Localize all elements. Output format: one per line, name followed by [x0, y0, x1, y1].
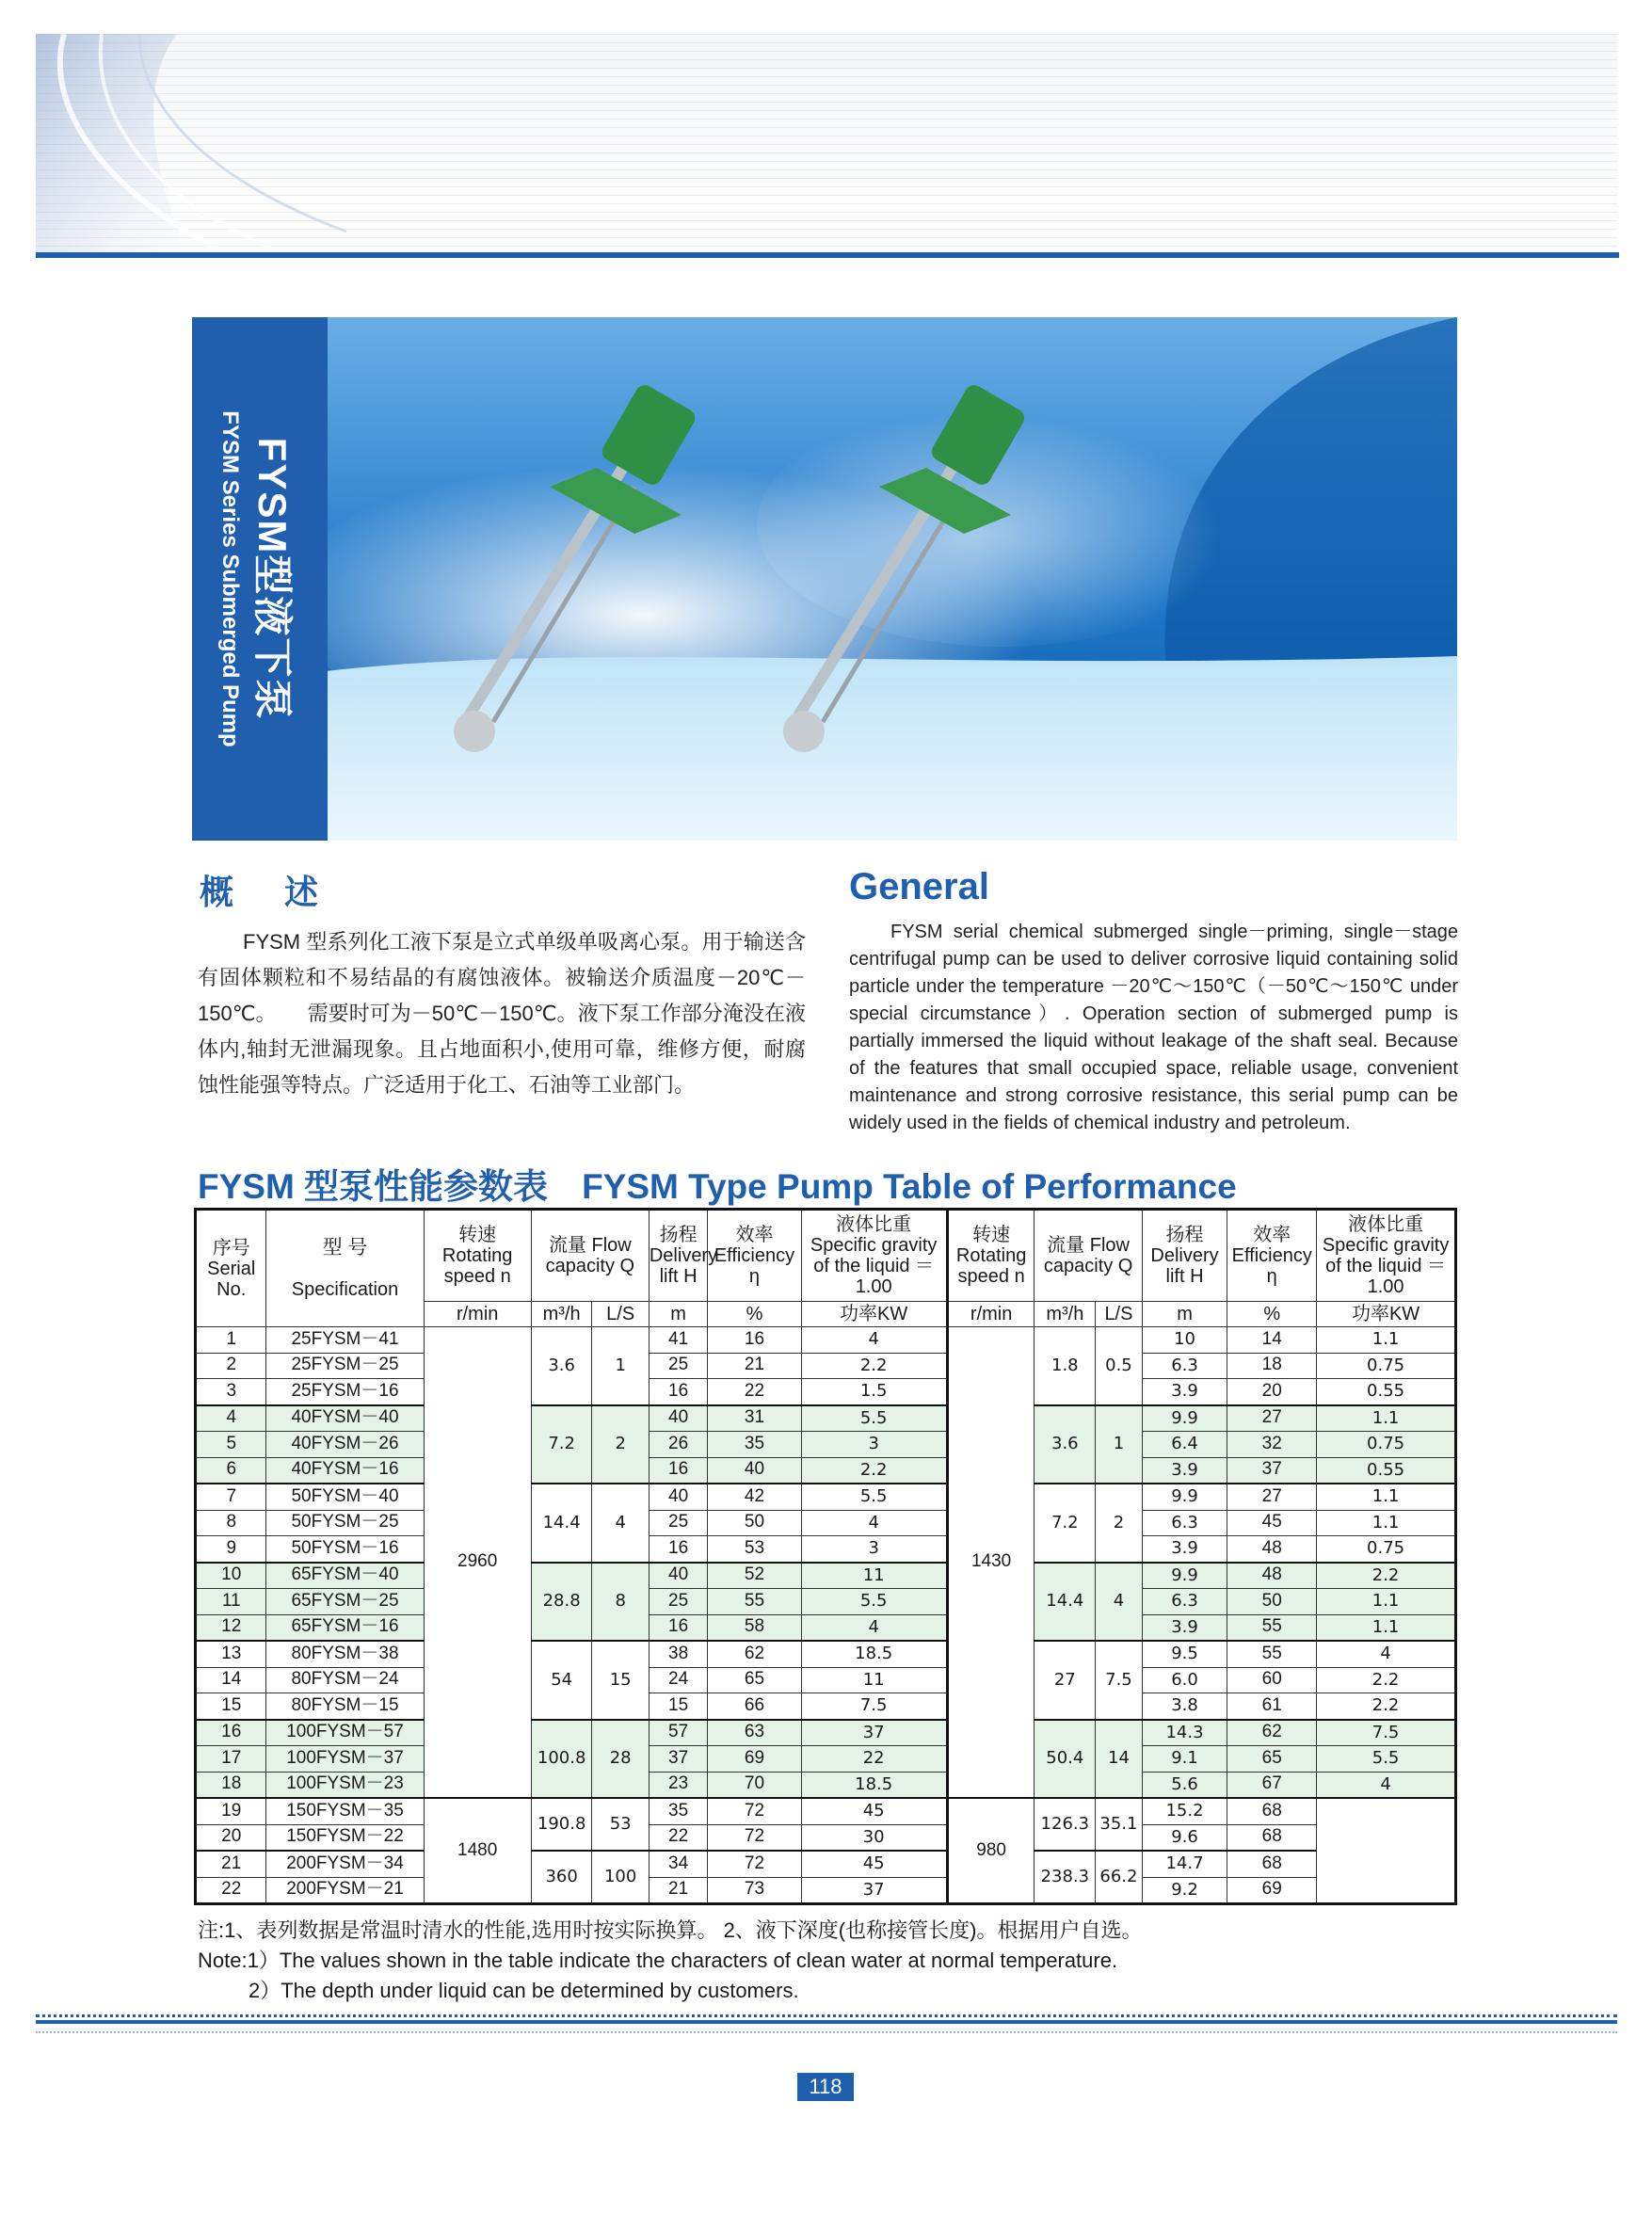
cell-efficiency-2: 62: [1227, 1720, 1317, 1746]
cell-spec: 200FYSM－21: [266, 1877, 424, 1904]
cell-spec: 65FYSM－25: [266, 1589, 424, 1615]
cell-lift: 40: [649, 1405, 708, 1432]
cell-lift-2: 10: [1142, 1327, 1227, 1354]
cell-lift-2: 3.9: [1142, 1457, 1227, 1484]
cell-serial: 9: [196, 1536, 266, 1563]
cell-spec: 80FYSM－24: [266, 1667, 424, 1693]
cell-lift-2: 15.2: [1142, 1798, 1227, 1824]
cell-power: 3: [801, 1432, 947, 1458]
cell-flow-ls-2: 35.1: [1096, 1798, 1143, 1851]
note-en-2: 2）The depth under liquid can be determined by customers.: [249, 1979, 799, 2002]
cell-efficiency: 52: [708, 1563, 801, 1589]
cell-power: 37: [801, 1877, 947, 1904]
cell-speed: 1480: [424, 1798, 531, 1904]
cell-power: 2.2: [801, 1457, 947, 1484]
cell-spec: 65FYSM－40: [266, 1563, 424, 1589]
cell-spec: 40FYSM－16: [266, 1457, 424, 1484]
cell-spec: 150FYSM－35: [266, 1798, 424, 1824]
cell-spec: 50FYSM－16: [266, 1536, 424, 1563]
overview-text-en: FYSM serial chemical submerged single－priming, single－stage centrifugal pump can be used to deliver corrosive liquid containing solid particle under the temperature －20℃～150℃（－50℃～150℃ under special circumstance）. Operation section of submerged pump is partially immersed the liquid without leakage of the shaft seal. Because of the features that small occupied space, reliable usage, convenient maintenance and strong corrosive resistance, this serial pump can be widely used in the fields of chemical industry and petroleum.: [849, 922, 1458, 1133]
cell-power-2: 0.75: [1317, 1536, 1456, 1563]
cell-efficiency-2: 50: [1227, 1589, 1317, 1615]
cell-flow-m3h-2: 3.6: [1035, 1405, 1096, 1484]
cell-efficiency-2: 27: [1227, 1484, 1317, 1510]
cell-spec: 80FYSM－38: [266, 1641, 424, 1667]
cell-flow-ls-2: 0.5: [1096, 1327, 1143, 1405]
cell-flow-ls: 53: [592, 1798, 649, 1851]
cell-spec: 40FYSM－26: [266, 1432, 424, 1458]
cell-serial: 7: [196, 1484, 266, 1510]
cell-flow-m3h: 100.8: [531, 1720, 592, 1799]
cell-efficiency: 21: [708, 1353, 801, 1379]
cell-serial: 12: [196, 1614, 266, 1641]
table-row: [196, 1824, 1456, 1851]
cell-lift-2: 3.9: [1142, 1379, 1227, 1405]
table-row: [196, 1484, 1456, 1510]
cell-efficiency: 63: [708, 1720, 801, 1746]
cell-efficiency: 73: [708, 1877, 801, 1904]
cell-lift-2: 9.9: [1142, 1405, 1227, 1432]
table-row: [196, 1641, 1456, 1667]
unit-flow-m3h: m³/h: [531, 1302, 592, 1327]
cell-power-2: 0.75: [1317, 1353, 1456, 1379]
cell-spec: 200FYSM－34: [266, 1851, 424, 1877]
table-row: [196, 1877, 1456, 1904]
cell-speed: 2960: [424, 1327, 531, 1799]
header-spec-en: Specification: [291, 1279, 399, 1301]
header-lift: 扬程 Delivery lift H: [649, 1210, 708, 1302]
cell-serial: 5: [196, 1432, 266, 1458]
cell-power: 2.2: [801, 1353, 947, 1379]
table-row: [196, 1510, 1456, 1536]
cell-serial: 13: [196, 1641, 266, 1667]
cell-flow-m3h: 190.8: [531, 1798, 592, 1851]
cell-efficiency-2: 27: [1227, 1405, 1317, 1432]
table-row: [196, 1589, 1456, 1615]
cell-serial: 3: [196, 1379, 266, 1405]
cell-serial: 14: [196, 1667, 266, 1693]
unit-power: 功率KW: [801, 1302, 947, 1327]
cell-speed-2: 980: [947, 1798, 1035, 1904]
banner-vertical-title: [217, 410, 303, 746]
cell-flow-m3h-2: 238.3: [1035, 1851, 1096, 1904]
cell-efficiency: 69: [708, 1746, 801, 1773]
cell-serial: 6: [196, 1457, 266, 1484]
unit-flow-m3h-2: m³/h: [1035, 1302, 1096, 1327]
unit-flow-ls-2: L/S: [1096, 1302, 1143, 1327]
cell-power: 5.5: [801, 1484, 947, 1510]
cell-lift: 16: [649, 1379, 708, 1405]
cell-efficiency: 53: [708, 1536, 801, 1563]
cell-lift-2: 6.3: [1142, 1589, 1227, 1615]
cell-efficiency-2: 48: [1227, 1563, 1317, 1589]
cell-lift: 34: [649, 1851, 708, 1877]
cell-power-2: 2.2: [1317, 1563, 1456, 1589]
cell-efficiency: 42: [708, 1484, 801, 1510]
cell-power: 18.5: [801, 1641, 947, 1667]
banner-wave-image: [192, 317, 1457, 841]
cell-serial: 11: [196, 1589, 266, 1615]
cell-efficiency: 62: [708, 1641, 801, 1667]
cell-spec: 50FYSM－25: [266, 1510, 424, 1536]
cell-power-2: 1.1: [1317, 1589, 1456, 1615]
cell-serial: 21: [196, 1851, 266, 1877]
cell-lift-2: 6.3: [1142, 1353, 1227, 1379]
table-row: [196, 1746, 1456, 1773]
cell-efficiency: 58: [708, 1614, 801, 1641]
header-speed: 转速 Rotating speed n: [424, 1210, 531, 1302]
cell-efficiency-2: 68: [1227, 1851, 1317, 1877]
cell-spec: 65FYSM－16: [266, 1614, 424, 1641]
banner-title-en: FYSM Series Submerged Pump: [217, 410, 243, 747]
cell-serial: 4: [196, 1405, 266, 1432]
cell-spec: 40FYSM－40: [266, 1405, 424, 1432]
cell-power-2: 0.55: [1317, 1457, 1456, 1484]
cell-lift: 16: [649, 1614, 708, 1641]
table-row: [196, 1379, 1456, 1405]
cell-lift: 38: [649, 1641, 708, 1667]
header-speed-2: 转速 Rotating speed n: [947, 1210, 1035, 1302]
footer-dotted-rule: [36, 2014, 1617, 2017]
table-row: [196, 1851, 1456, 1877]
page-number: 118: [797, 2073, 854, 2101]
cell-flow-ls: 1: [592, 1327, 649, 1405]
cell-serial: 22: [196, 1877, 266, 1904]
cell-efficiency: 72: [708, 1798, 801, 1824]
table-row: [196, 1353, 1456, 1379]
cell-spec: 100FYSM－23: [266, 1772, 424, 1798]
cell-serial: 8: [196, 1510, 266, 1536]
table-row: [196, 1432, 1456, 1458]
cell-power: 22: [801, 1746, 947, 1773]
cell-efficiency-2: 69: [1227, 1877, 1317, 1904]
footer-rule: [36, 2020, 1617, 2024]
cell-efficiency: 70: [708, 1772, 801, 1798]
cell-efficiency-2: 55: [1227, 1614, 1317, 1641]
cell-efficiency: 72: [708, 1851, 801, 1877]
cell-flow-ls: 4: [592, 1484, 649, 1563]
cell-lift: 25: [649, 1353, 708, 1379]
cell-lift-2: 9.6: [1142, 1824, 1227, 1851]
cell-lift: 41: [649, 1327, 708, 1354]
cell-lift: 25: [649, 1510, 708, 1536]
cell-serial: 20: [196, 1824, 266, 1851]
cell-serial: 10: [196, 1563, 266, 1589]
cell-lift-2: 9.9: [1142, 1563, 1227, 1589]
unit-power-2: 功率KW: [1317, 1302, 1456, 1327]
header-eff-2: 效率 Efficiency η: [1227, 1210, 1317, 1302]
cell-serial: 18: [196, 1772, 266, 1798]
cell-power-2: 0.75: [1317, 1432, 1456, 1458]
cell-power-2: 4: [1317, 1641, 1456, 1667]
cell-flow-ls-2: 1: [1096, 1405, 1143, 1484]
header-flow-2: 流量 Flow capacity Q: [1035, 1210, 1142, 1302]
cell-spec: 100FYSM－57: [266, 1720, 424, 1746]
cell-flow-m3h-2: 126.3: [1035, 1798, 1096, 1851]
cell-flow-m3h-2: 27: [1035, 1641, 1096, 1720]
cell-lift: 40: [649, 1563, 708, 1589]
header-power-2: 液体比重 Specific gravity of the liquid ＝ 1.00: [1317, 1210, 1456, 1302]
cell-efficiency-2: 65: [1227, 1746, 1317, 1773]
unit-speed: r/min: [424, 1302, 531, 1327]
cell-flow-m3h: 54: [531, 1641, 592, 1720]
cell-power-2: 1.1: [1317, 1484, 1456, 1510]
cell-efficiency-2: 48: [1227, 1536, 1317, 1563]
note-en-1: Note:1）The values shown in the table indicate the characters of clean water at normal temperature.: [198, 1949, 1118, 1972]
cell-spec: 25FYSM－25: [266, 1353, 424, 1379]
cell-lift-2: 6.4: [1142, 1432, 1227, 1458]
cell-spec: 25FYSM－16: [266, 1379, 424, 1405]
cell-flow-m3h-2: 1.8: [1035, 1327, 1096, 1405]
cell-power: 5.5: [801, 1405, 947, 1432]
unit-eff: %: [708, 1302, 801, 1327]
cell-lift: 16: [649, 1457, 708, 1484]
performance-table-body: [196, 1327, 1456, 1904]
cell-efficiency-2: 60: [1227, 1667, 1317, 1693]
cell-lift-2: 9.9: [1142, 1484, 1227, 1510]
table-row: [196, 1563, 1456, 1589]
cell-lift: 26: [649, 1432, 708, 1458]
cell-spec: 100FYSM－37: [266, 1746, 424, 1773]
cell-lift-2: 9.1: [1142, 1746, 1227, 1773]
header-eff: 效率 Efficiency η: [708, 1210, 801, 1302]
cell-efficiency-2: 68: [1227, 1798, 1317, 1824]
cell-power: 11: [801, 1563, 947, 1589]
cell-power: 37: [801, 1720, 947, 1746]
cell-efficiency-2: 37: [1227, 1457, 1317, 1484]
cell-serial: 16: [196, 1720, 266, 1746]
cell-lift-2: 14.7: [1142, 1851, 1227, 1877]
cell-efficiency-2: 68: [1227, 1824, 1317, 1851]
cell-serial: 2: [196, 1353, 266, 1379]
cell-flow-m3h-2: 7.2: [1035, 1484, 1096, 1563]
banner-title-cn: FYSM型液下泵: [250, 437, 295, 721]
cell-power-2: 2.2: [1317, 1667, 1456, 1693]
table-row: [196, 1693, 1456, 1720]
cell-power: 30: [801, 1824, 947, 1851]
table-row: [196, 1614, 1456, 1641]
cell-flow-ls-2: 7.5: [1096, 1641, 1143, 1720]
cell-flow-ls: 100: [592, 1851, 649, 1904]
table-row: [196, 1405, 1456, 1432]
cell-power: 5.5: [801, 1589, 947, 1615]
header-serial: 序号 Serial No.: [196, 1210, 266, 1327]
note-cn: 注:1、表列数据是常温时清水的性能,选用时按实际换算。 2、液下深度(也称接管长度)。根据用户自选。: [198, 1918, 1143, 1942]
footer-light-dotted-rule: [36, 2031, 1617, 2033]
cell-power: 45: [801, 1798, 947, 1824]
cell-lift: 25: [649, 1589, 708, 1615]
overview-heading-en: General: [849, 866, 989, 907]
table-title-cn: FYSM 型泵性能参数表: [198, 1167, 549, 1206]
cell-lift: 21: [649, 1877, 708, 1904]
unit-lift: m: [649, 1302, 708, 1327]
table-row: [196, 1667, 1456, 1693]
table-row: [196, 1798, 1456, 1824]
cell-efficiency-2: 55: [1227, 1641, 1317, 1667]
cell-lift-2: 3.9: [1142, 1614, 1227, 1641]
cell-lift: 40: [649, 1484, 708, 1510]
cell-efficiency: 65: [708, 1667, 801, 1693]
unit-flow-ls: L/S: [592, 1302, 649, 1327]
cell-lift-2: 6.0: [1142, 1667, 1227, 1693]
cell-flow-ls: 15: [592, 1641, 649, 1720]
cell-flow-ls: 2: [592, 1405, 649, 1484]
cell-flow-m3h: 360: [531, 1851, 592, 1904]
cell-lift-2: 6.3: [1142, 1510, 1227, 1536]
cell-power-2: 1.1: [1317, 1510, 1456, 1536]
cell-power-2-empty: [1317, 1798, 1456, 1904]
cell-power: 4: [801, 1614, 947, 1641]
cell-serial: 17: [196, 1746, 266, 1773]
cell-power: 7.5: [801, 1693, 947, 1720]
cell-power-2: 1.1: [1317, 1405, 1456, 1432]
cell-efficiency: 22: [708, 1379, 801, 1405]
header-power: 液体比重 Specific gravity of the liquid ＝ 1.00: [801, 1210, 947, 1302]
table-row: [196, 1327, 1456, 1354]
header-rule: [36, 252, 1619, 258]
table-row: [196, 1536, 1456, 1563]
cell-spec: 50FYSM－40: [266, 1484, 424, 1510]
cell-flow-m3h-2: 50.4: [1035, 1720, 1096, 1799]
overview-heading-cn: 概 述: [200, 873, 340, 911]
cell-lift: 57: [649, 1720, 708, 1746]
cell-power: 1.5: [801, 1379, 947, 1405]
cell-efficiency-2: 32: [1227, 1432, 1317, 1458]
cell-efficiency: 50: [708, 1510, 801, 1536]
cell-lift: 35: [649, 1798, 708, 1824]
cell-lift: 16: [649, 1536, 708, 1563]
cell-spec: 150FYSM－22: [266, 1824, 424, 1851]
cell-serial: 19: [196, 1798, 266, 1824]
header-flow: 流量 Flow capacity Q: [531, 1210, 649, 1302]
cell-lift-2: 3.8: [1142, 1693, 1227, 1720]
table-title-en: FYSM Type Pump Table of Performance: [582, 1167, 1237, 1206]
cell-flow-ls-2: 66.2: [1096, 1851, 1143, 1904]
cell-spec: 25FYSM－41: [266, 1327, 424, 1354]
cell-flow-m3h-2: 14.4: [1035, 1563, 1096, 1642]
cell-lift: 22: [649, 1824, 708, 1851]
cell-flow-m3h: 14.4: [531, 1484, 592, 1563]
cell-lift-2: 3.9: [1142, 1536, 1227, 1563]
cell-efficiency: 66: [708, 1693, 801, 1720]
cell-flow-m3h: 3.6: [531, 1327, 592, 1405]
cell-lift: 24: [649, 1667, 708, 1693]
cell-flow-m3h: 28.8: [531, 1563, 592, 1642]
cell-flow-ls-2: 4: [1096, 1563, 1143, 1642]
cell-efficiency: 16: [708, 1327, 801, 1354]
cell-power: 4: [801, 1510, 947, 1536]
table-row: [196, 1720, 1456, 1746]
cell-efficiency: 31: [708, 1405, 801, 1432]
cell-flow-ls-2: 2: [1096, 1484, 1143, 1563]
cell-flow-ls: 8: [592, 1563, 649, 1642]
cell-speed-2: 1430: [947, 1327, 1035, 1799]
cell-efficiency-2: 14: [1227, 1327, 1317, 1354]
header-lift-2: 扬程 Delivery lift H: [1142, 1210, 1227, 1302]
cell-power-2: 5.5: [1317, 1746, 1456, 1773]
cell-efficiency: 55: [708, 1589, 801, 1615]
cell-power-2: 2.2: [1317, 1693, 1456, 1720]
cell-efficiency-2: 45: [1227, 1510, 1317, 1536]
cell-power-2: 0.55: [1317, 1379, 1456, 1405]
header-spec-cn: 型 号: [322, 1236, 368, 1259]
cell-lift: 37: [649, 1746, 708, 1773]
cell-power-2: 1.1: [1317, 1327, 1456, 1354]
cell-power-2: 1.1: [1317, 1614, 1456, 1641]
cell-efficiency-2: 18: [1227, 1353, 1317, 1379]
cell-power: 18.5: [801, 1772, 947, 1798]
cell-flow-ls-2: 14: [1096, 1720, 1143, 1799]
cell-power: 4: [801, 1327, 947, 1354]
cell-lift: 23: [649, 1772, 708, 1798]
cell-efficiency-2: 20: [1227, 1379, 1317, 1405]
cell-efficiency: 72: [708, 1824, 801, 1851]
unit-speed-2: r/min: [947, 1302, 1035, 1327]
cell-serial: 1: [196, 1327, 266, 1354]
cell-lift-2: 5.6: [1142, 1772, 1227, 1798]
cell-flow-ls: 28: [592, 1720, 649, 1799]
cell-flow-m3h: 7.2: [531, 1405, 592, 1484]
overview-text-cn: FYSM 型系列化工液下泵是立式单级单吸离心泵。用于输送含有固体颗粒和不易结晶的有腐蚀液体。被输送介质温度－20℃－150℃。 需要时可为－50℃－150℃。液下泵工作部分淹没在液体内,轴封无泄漏现象。且占地面积小,使用可靠，维修方便，耐腐蚀性能强等特点。广泛适用于化工、石油等工业部门。: [198, 930, 806, 1097]
cell-spec: 80FYSM－15: [266, 1693, 424, 1720]
cell-lift: 15: [649, 1693, 708, 1720]
cell-power-2: 4: [1317, 1772, 1456, 1798]
performance-table: [194, 1208, 1457, 1905]
unit-eff-2: %: [1227, 1302, 1317, 1327]
cell-efficiency: 35: [708, 1432, 801, 1458]
cell-efficiency-2: 67: [1227, 1772, 1317, 1798]
cell-power: 45: [801, 1851, 947, 1877]
table-row: [196, 1772, 1456, 1798]
cell-lift-2: 14.3: [1142, 1720, 1227, 1746]
cell-lift-2: 9.5: [1142, 1641, 1227, 1667]
table-title: [198, 1158, 1237, 1209]
header-swirl-graphic: [36, 34, 375, 252]
unit-lift-2: m: [1142, 1302, 1227, 1327]
cell-lift-2: 9.2: [1142, 1877, 1227, 1904]
cell-power: 11: [801, 1667, 947, 1693]
cell-efficiency: 40: [708, 1457, 801, 1484]
header-spec: [266, 1210, 424, 1327]
cell-power-2: 7.5: [1317, 1720, 1456, 1746]
cell-efficiency-2: 61: [1227, 1693, 1317, 1720]
cell-serial: 15: [196, 1693, 266, 1720]
table-row: [196, 1457, 1456, 1484]
cell-power: 3: [801, 1536, 947, 1563]
